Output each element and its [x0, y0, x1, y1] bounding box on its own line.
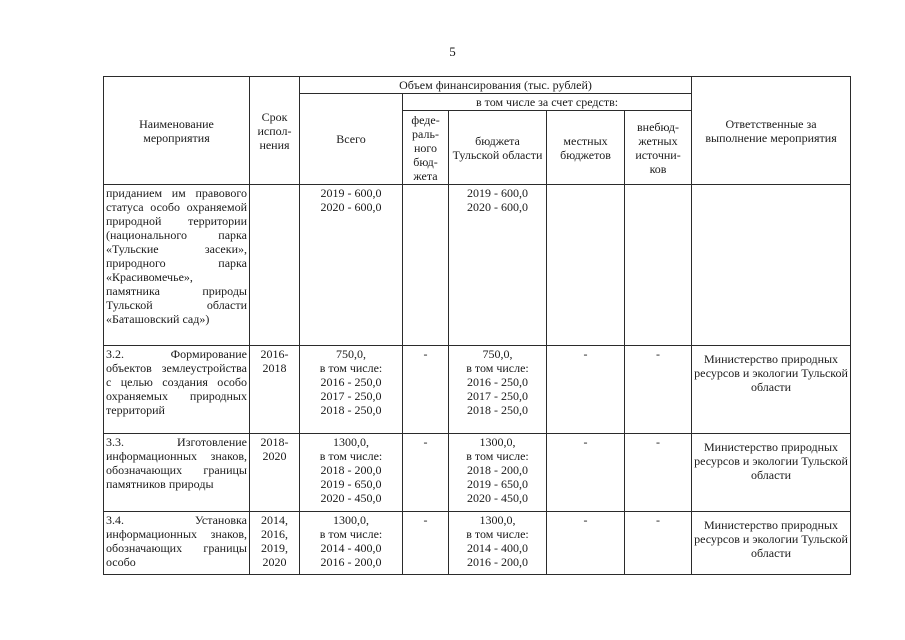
regional-line: 750,0, — [482, 347, 513, 361]
regional-line: 2014 - 400,0 — [467, 541, 528, 555]
page-number: 5 — [449, 44, 456, 59]
row-regional — [449, 512, 547, 575]
header-total: Всего — [300, 94, 403, 185]
regional-line: в том числе: — [466, 449, 529, 463]
total-line: в том числе: — [319, 361, 383, 375]
total-line: 750,0, — [336, 347, 366, 361]
row-extra: - — [625, 346, 692, 434]
row-responsible: Министерство природных ресурсов и экологии Тульской области — [692, 346, 851, 434]
row-extra: - — [625, 434, 692, 512]
regional-line: в том числе: — [466, 361, 529, 375]
header-responsible: Ответственные за выполнение мероприятия — [692, 77, 851, 185]
regional-line: в том числе: — [466, 527, 529, 541]
header-federal: феде-раль-ного бюд-жета — [403, 111, 449, 185]
total-line: 2014 - 400,0 — [320, 541, 382, 555]
row-local: - — [547, 512, 625, 575]
row-local: - — [547, 434, 625, 512]
row-federal — [403, 185, 449, 346]
regional-line: 2018 - 250,0 — [467, 403, 528, 417]
total-line: 2017 - 250,0 — [320, 389, 382, 403]
total-line: в том числе: — [319, 449, 383, 463]
total-line: 2018 - 250,0 — [320, 403, 382, 417]
row-name: 3.2. Формирование объектов землеустройства с целью создания особо охраняемых природных территорий — [104, 346, 250, 434]
regional-line: 2019 - 650,0 — [467, 477, 528, 491]
regional-line: 1300,0, — [479, 513, 516, 527]
regional-line: 2018 - 200,0 — [467, 463, 528, 477]
row-name: 3.4. Установка информационных знаков, обозначающих границы особо — [104, 512, 250, 575]
total-line: 2016 - 250,0 — [320, 375, 382, 389]
row-term — [250, 185, 300, 346]
table-row — [104, 434, 851, 512]
row-name: 3.3. Изготовление информационных знаков, обозначающих границы памятников природы — [104, 434, 250, 512]
row-total — [300, 346, 403, 434]
row-term: 2016-2018 — [250, 346, 300, 434]
header-including: в том числе за счет средств: — [403, 94, 692, 111]
row-regional — [449, 434, 547, 512]
row-extra — [625, 185, 692, 346]
header-term: Срок испол-нения — [250, 77, 300, 185]
row-responsible: Министерство природных ресурсов и экологии Тульской области — [692, 512, 851, 575]
row-total — [300, 185, 403, 346]
regional-line: 2017 - 250,0 — [467, 389, 528, 403]
row-local: - — [547, 346, 625, 434]
total-line: 2018 - 200,0 — [320, 463, 382, 477]
row-extra: - — [625, 512, 692, 575]
row-local — [547, 185, 625, 346]
header-name: Наименование мероприятия — [104, 77, 250, 185]
financing-table — [103, 76, 851, 575]
regional-line: 2020 - 450,0 — [467, 491, 528, 505]
row-federal: - — [403, 512, 449, 575]
row-total — [300, 434, 403, 512]
header-extra: внебюд-жетных источни-ков — [625, 111, 692, 185]
table-row — [104, 512, 851, 575]
row-total — [300, 512, 403, 575]
regional-line: 2020 - 600,0 — [467, 200, 528, 214]
total-line: 2020 - 600,0 — [320, 200, 382, 214]
regional-line: 2016 - 200,0 — [467, 555, 528, 569]
row-term: 2018-2020 — [250, 434, 300, 512]
regional-line: 1300,0, — [479, 435, 516, 449]
total-line: 1300,0, — [333, 435, 369, 449]
row-responsible: Министерство природных ресурсов и экологии Тульской области — [692, 434, 851, 512]
header-regional: бюджета Тульской области — [449, 111, 547, 185]
total-line: 2020 - 450,0 — [320, 491, 382, 505]
total-line: 2016 - 200,0 — [320, 555, 382, 569]
row-name: приданием им правового статуса особо охраняемой природной территории (национального парка «Тульские засеки», природного парка «Красивомечье», памятника природы Тульской области «Баташовский сад») — [104, 185, 250, 346]
row-federal: - — [403, 434, 449, 512]
total-line: 2019 - 600,0 — [320, 186, 382, 200]
regional-line: 2016 - 250,0 — [467, 375, 528, 389]
row-federal: - — [403, 346, 449, 434]
total-line: в том числе: — [319, 527, 383, 541]
table-row — [104, 185, 851, 346]
row-term: 2014, 2016, 2019, 2020 — [250, 512, 300, 575]
regional-line: 2019 - 600,0 — [467, 186, 528, 200]
table-row — [104, 346, 851, 434]
row-regional — [449, 185, 547, 346]
header-local: местных бюджетов — [547, 111, 625, 185]
total-line: 2019 - 650,0 — [320, 477, 382, 491]
total-line: 1300,0, — [333, 513, 369, 527]
header-financing: Объем финансирования (тыс. рублей) — [300, 77, 692, 94]
row-responsible — [692, 185, 851, 346]
row-regional — [449, 346, 547, 434]
